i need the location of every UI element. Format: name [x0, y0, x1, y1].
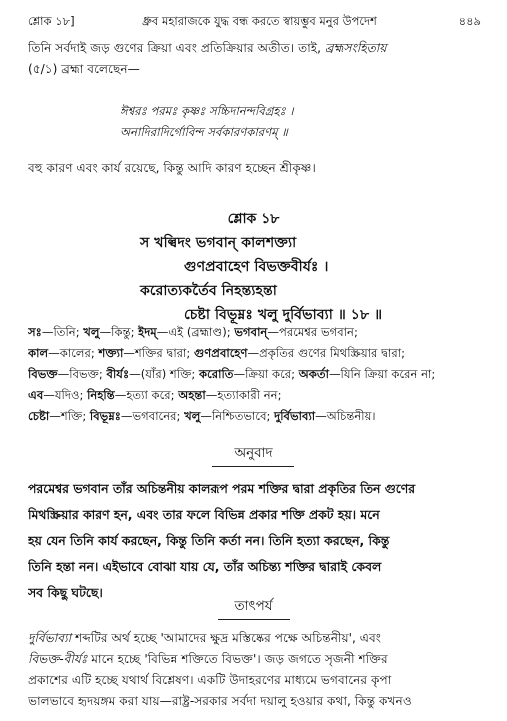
quote-line-2: অনাদিরাদির্গোবিন্দ সর্বকারণকারণম্‌ ॥ [120, 125, 288, 139]
glossary-meaning: কালের; [59, 346, 99, 360]
purport-line-2 [28, 649, 481, 670]
glossary-term: কাল [28, 346, 49, 360]
sloka-heading: শ্লোক ১৮ [227, 211, 280, 227]
intro-line-1-text: তিনি সর্বদাই জড় গুণের ক্রিয়া এবং প্রতিক্রিয়ার অতীত। তাই, [28, 41, 325, 55]
glossary-meaning: ক্রিয়া করে; [245, 367, 299, 381]
glossary-term: নিহন্তি [87, 388, 115, 402]
translation-line-5: সব কিছু ঘটছে। [28, 585, 103, 600]
glossary-term: খলু [184, 409, 201, 423]
glossary-meaning: তিনি; [53, 325, 84, 339]
glossary-term: দুর্বিভাব্যা [274, 409, 316, 423]
translation-title-underline [212, 466, 294, 467]
glossary-meaning: শক্তির দ্বারা; [134, 346, 195, 360]
word-for-word-glossary [28, 322, 481, 427]
glossary-term: ভগবান্‌ [234, 325, 268, 339]
purport-line-3: প্রকাশের এটি হচ্ছে যথার্থ বিশ্লেষণ। একটি উদাহরণের মাধ্যমে ভগবানের কৃপা [28, 673, 392, 687]
glossary-term: করোতি [198, 367, 234, 381]
translation-title: অনুবাদ [234, 446, 273, 461]
intro-paragraph [28, 38, 481, 80]
purport-line-1-text: শব্দটির অর্থ হচ্ছে 'আমাদের ক্ষুদ্র মস্তিষ্কের পক্ষে অচিন্তনীয়', এবং [71, 631, 382, 645]
glossary-meaning: হত্যাকারী নন; [217, 388, 282, 402]
translation-line-1: পরমেশ্বর ভগবান তাঁর অচিন্তনীয় কালরূপ পরম শক্তির দ্বারা প্রকৃতির তিন গুণের [28, 481, 416, 496]
glossary-meaning: ভগবানের; [132, 409, 185, 423]
verse-line-2: গুণপ্রবাহেণ বিভক্তবীর্যঃ । [184, 259, 329, 275]
glossary-term: ইদম্‌ [138, 325, 157, 339]
glossary-term: বিভূম্নঃ [89, 409, 121, 423]
glossary-term: বিভক্ত [28, 367, 58, 381]
glossary-line-5: চেষ্টা—শক্তি; বিভূম্নঃ—ভগবানের; খলু—নিশ্চিতভাবে; দুর্বিভাব্যা—অচিন্তনীয়। [28, 409, 376, 423]
purport-title-underline [218, 619, 290, 620]
verse-line-1: স খল্বিদং ভগবান্‌ কালশক্ত্যা [140, 235, 297, 251]
glossary-meaning: বিভক্ত; [69, 367, 107, 381]
brahma-samhita-ref: ব্রহ্মসংহিতায় [324, 41, 387, 55]
translation-line-2: মিথস্ক্রিয়ার কারণ হন, এবং তার ফলে বিভিন্ন প্রকার শক্তি প্রকট হয়। মনে [28, 507, 380, 522]
glossary-term: শক্ত্যা [98, 346, 124, 360]
verse-line-4: চেষ্টা বিভূম্নঃ খলু দুর্বিভাব্যা ॥ ১৮ ॥ [184, 307, 383, 323]
translation-paragraph [28, 476, 481, 606]
glossary-meaning: প্রকৃতির গুণের মিথস্ক্রিয়ার দ্বারা; [259, 346, 405, 360]
glossary-meaning: যিনি ক্রিয়া করেন না; [340, 367, 436, 381]
glossary-meaning: কিন্তু; [111, 325, 139, 339]
purport-term-durvibhavya: দুর্বিভাব্যা [28, 631, 72, 645]
purport-title: তাৎপর্য [234, 599, 273, 614]
glossary-meaning: শক্তি; [60, 409, 90, 423]
glossary-meaning: যদিও; [54, 388, 88, 402]
glossary-line-4: এব—যদিও; নিহন্তি—হত্যা করে; অহন্তা—হত্যাকারী নন; [28, 388, 282, 402]
after-quote-line: বহু কারণ এবং কার্য রয়েছে, কিন্তু আদি কারণ হচ্ছেন শ্রীকৃষ্ণ। [28, 161, 316, 175]
purport-paragraph [28, 628, 481, 712]
glossary-meaning: পরমেশ্বর ভগবান; [278, 325, 358, 339]
glossary-term: খলু [83, 325, 100, 339]
glossary-meaning: (যাঁর) শক্তি; [140, 367, 199, 381]
intro-line-2: (৫/১) ব্রহ্মা বলেছেন— [28, 62, 140, 76]
after-quote-paragraph [28, 158, 481, 179]
glossary-term: এব [28, 388, 44, 402]
glossary-term: সঃ [28, 325, 42, 339]
quote-line-1: ঈশ্বরঃ পরমঃ কৃষ্ণঃ সচ্চিদানন্দবিগ্রহঃ । [120, 104, 294, 118]
purport-line-2-text: মানে হচ্ছে 'বিভিন্ন শক্তিতে বিভক্ত'। জড় জগতে সৃজনী শক্তির [87, 652, 388, 666]
glossary-meaning: এই (ব্রহ্মাণ্ড); [168, 325, 235, 339]
glossary-term: অকর্তা [298, 367, 329, 381]
quoted-verse [120, 101, 481, 143]
glossary-line-2: কাল—কালের; শক্ত্যা—শক্তির দ্বারা; গুণপ্রবাহেণ—প্রকৃতির গুণের মিথস্ক্রিয়ার দ্বারা; [28, 346, 405, 360]
glossary-meaning: নিশ্চিতভাবে; [211, 409, 275, 423]
verse-line-3: করোত্যকর্তৈব নিহন্ত্যহন্তা [140, 283, 277, 299]
translation-line-4: তিনি হন্তা নন। এইভাবে বোঝা যায় যে, তাঁর অচিন্ত্য শক্তির দ্বারাই কেবল [28, 559, 382, 574]
purport-line-1 [28, 628, 481, 649]
glossary-term: গুণপ্রবাহেণ [194, 346, 248, 360]
glossary-term: চেষ্টা [28, 409, 50, 423]
header-chapter-title: ধ্রুব মহারাজকে যুদ্ধ বন্ধ করতে স্বায়ম্ভুব মনুর উপদেশ [142, 14, 377, 28]
header-verse-ref: শ্লোক ১৮] [28, 14, 75, 28]
glossary-line-1: সঃ—তিনি; খলু—কিন্তু; ইদম্‌—এই (ব্রহ্মাণ্ড); ভগবান্‌—পরমেশ্বর ভগবান; [28, 325, 358, 339]
purport-line-4: ভালভাবে হৃদয়ঙ্গম করা যায়—রাষ্ট্র-সরকার সর্বদা দয়ালু হওয়ার কথা, কিন্তু কখনও [28, 694, 412, 708]
glossary-term: অহন্তা [178, 388, 206, 402]
glossary-term: বীর্যঃ [106, 367, 130, 381]
running-header [28, 10, 481, 32]
translation-line-3: হয় যেন তিনি কার্য করছেন, কিন্তু তিনি কর্তা নন। তিনি হত্যা করছেন, কিন্তু [28, 533, 390, 548]
glossary-meaning: অচিন্তনীয়। [326, 409, 376, 423]
intro-line-1 [28, 38, 481, 59]
purport-term-vibhakta-virya: বিভক্ত-বীর্যঃ [28, 652, 88, 666]
glossary-line-3: বিভক্ত—বিভক্ত; বীর্যঃ—(যাঁর) শক্তি; করোতি—ক্রিয়া করে; অকর্তা—যিনি ক্রিয়া করেন না; [28, 367, 436, 381]
glossary-meaning: হত্যা করে; [126, 388, 179, 402]
page-number: ৪৪৯ [458, 14, 481, 28]
